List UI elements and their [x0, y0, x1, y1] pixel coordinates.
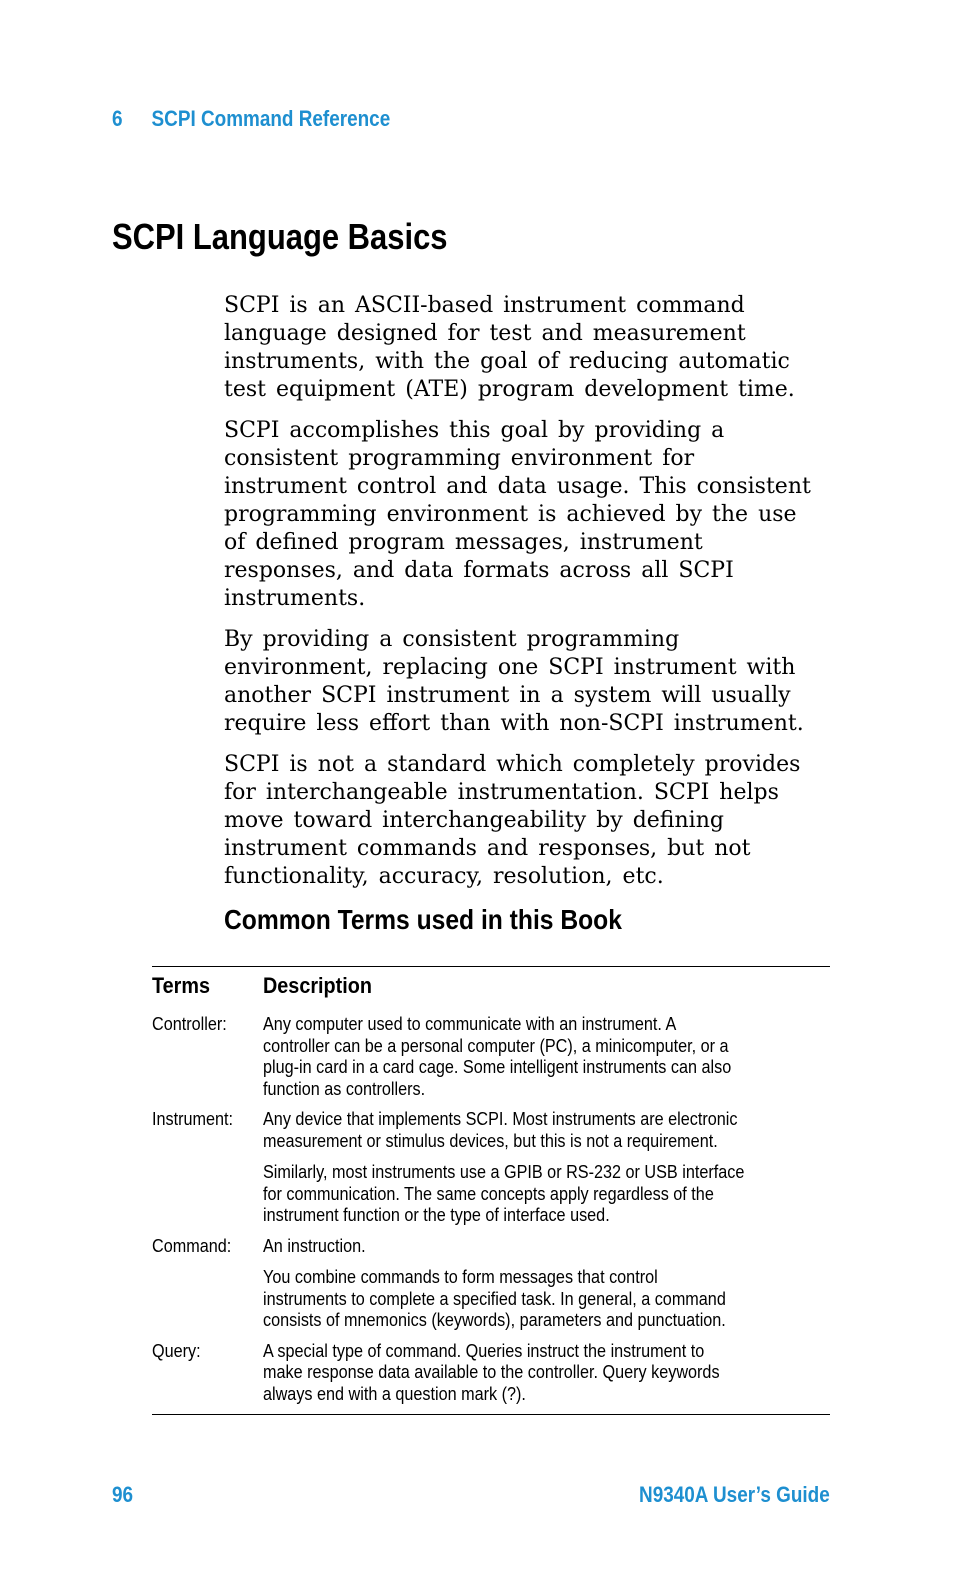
description-paragraph [263, 1267, 773, 1332]
text-line: require less effort than with non-SCPI instrument. [224, 711, 804, 736]
text-line: SCPI is an ASCII-based instrument command [224, 293, 745, 318]
chapter-title: SCPI Command Reference [151, 106, 391, 131]
text-line: consists of mnemonics (keywords), parameters and punctuation. [263, 1310, 726, 1330]
term-label: Instrument: [152, 1109, 234, 1129]
text-line: instruments. [224, 586, 366, 611]
term-label: Controller: [152, 1014, 227, 1034]
table-row [152, 1109, 830, 1227]
text-line: for interchangeable instrumentation. SCPI helps [224, 780, 779, 805]
text-line: environment, replacing one SCPI instrument with [224, 655, 796, 680]
text-line: instrument commands and responses, but not [224, 836, 751, 861]
text-line: instrument function or the type of interface used. [263, 1205, 610, 1225]
description-cell [263, 1109, 830, 1227]
text-line: test equipment (ATE) program development time. [224, 377, 795, 402]
text-line: Similarly, most instruments use a GPIB or RS-232 or USB interface [263, 1162, 745, 1182]
text-line: language designed for test and measurement [224, 321, 746, 346]
text-line: SCPI accomplishes this goal by providing a [224, 418, 725, 443]
text-line: move toward interchangeability by defining [224, 808, 724, 833]
text-line: responses, and data formats across all SCPI [224, 558, 734, 583]
term-cell [152, 1014, 263, 1100]
description-cell [263, 1014, 830, 1100]
text-line: A special type of command. Queries instruct the instrument to [263, 1340, 705, 1361]
table-row [152, 1014, 830, 1100]
text-line: function as controllers. [263, 1078, 426, 1099]
text-line: measurement or stimulus devices, but this is not a requirement. [263, 1130, 718, 1151]
text-line: Any computer used to communicate with an instrument. A [263, 1014, 677, 1034]
chapter-number: 6 [112, 106, 123, 131]
text-line: programming environment is achieved by the use [224, 502, 797, 527]
description-paragraph [263, 1341, 773, 1406]
text-line: SCPI is not a standard which completely provides [224, 752, 801, 777]
text-line: another SCPI instrument in a system will usually [224, 683, 791, 708]
text-line: Any device that implements SCPI. Most instruments are electronic [263, 1109, 738, 1129]
description-cell [263, 1341, 830, 1406]
term-label: Command: [152, 1235, 232, 1256]
table-row [152, 1236, 830, 1332]
description-paragraph [263, 1014, 773, 1100]
page-title: SCPI Language Basics [112, 216, 448, 257]
text-line: for communication. The same concepts apply regardless of the [263, 1183, 714, 1204]
description-paragraph [263, 1109, 773, 1152]
term-cell [152, 1341, 263, 1406]
term-cell [152, 1109, 263, 1227]
description-paragraph [263, 1236, 773, 1258]
body-paragraph [224, 417, 834, 613]
chapter-header [112, 106, 390, 132]
term-cell [152, 1236, 263, 1332]
description-cell [263, 1236, 830, 1332]
text-line: of defined program messages, instrument [224, 530, 703, 555]
text-line: consistent programming environment for [224, 446, 695, 471]
term-label: Query: [152, 1340, 201, 1361]
text-line: instruments to complete a specified task. In general, a command [263, 1288, 726, 1309]
body-paragraph [224, 751, 834, 891]
section-heading: Common Terms used in this Book [224, 904, 622, 935]
body-paragraph [224, 292, 834, 404]
column-header-terms: Terms [152, 973, 210, 998]
page-number: 96 [112, 1482, 134, 1507]
text-line: make response data available to the controller. Query keywords [263, 1362, 720, 1382]
text-line: An instruction. [263, 1235, 366, 1256]
body-text [224, 292, 834, 904]
text-line: By providing a consistent programming [224, 627, 680, 652]
table-header-row [152, 967, 830, 1014]
text-line: always end with a question mark (?). [263, 1383, 526, 1404]
column-header-description: Description [263, 973, 372, 998]
text-line: controller can be a personal computer (PC), a minicomputer, or a [263, 1035, 729, 1056]
text-line: instruments, with the goal of reducing automatic [224, 349, 790, 374]
terms-table [152, 966, 830, 1415]
text-line: instrument control and data usage. This consistent [224, 474, 811, 499]
table-row [152, 1341, 830, 1406]
text-line: plug-in card in a card cage. Some intelligent instruments can also [263, 1057, 732, 1077]
description-paragraph [263, 1162, 773, 1227]
body-paragraph [224, 626, 834, 738]
guide-title: N9340A User’s Guide [639, 1482, 830, 1507]
text-line: functionality, accuracy, resolution, etc. [224, 864, 664, 889]
text-line: You combine commands to form messages that control [263, 1267, 658, 1287]
